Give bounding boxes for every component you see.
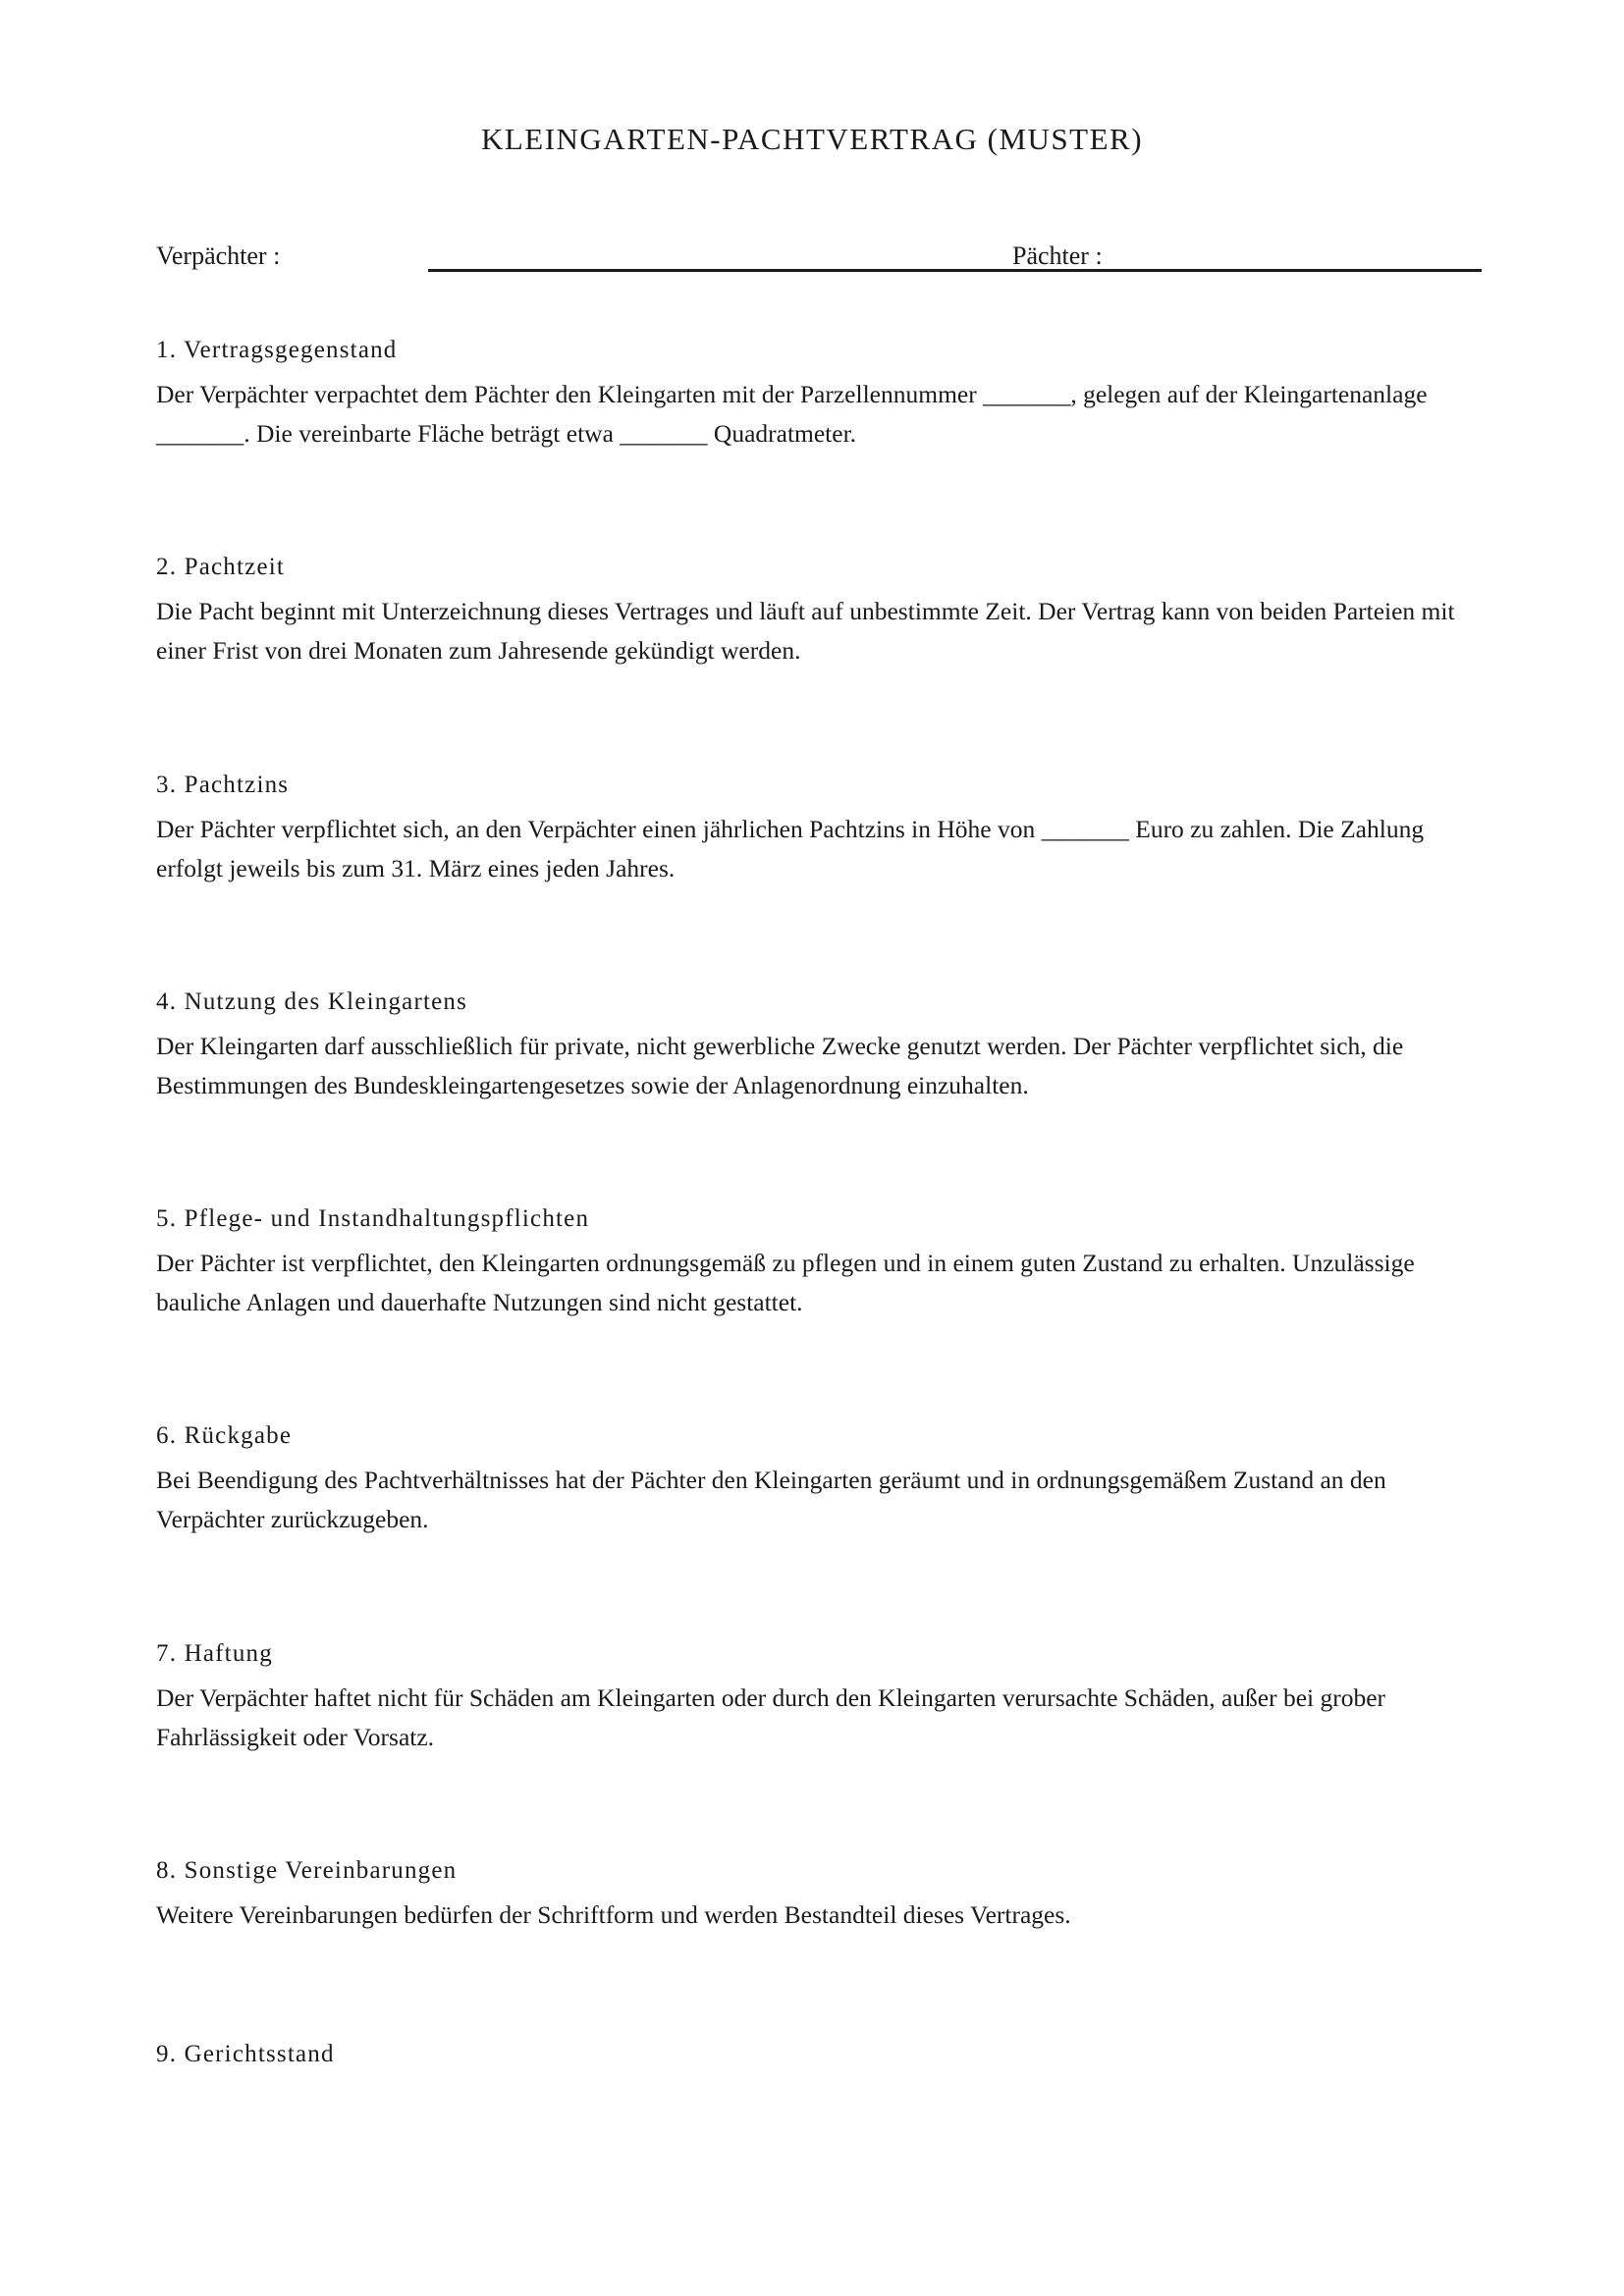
section-heading: 2. Pachtzeit (156, 554, 286, 580)
section-heading: 8. Sonstige Vereinbarungen (156, 1857, 458, 1884)
section-gerichtsstand (156, 2038, 1472, 2079)
lessor-label: Verpächter : (156, 241, 281, 270)
section-body: Der Verpächter verpachtet dem Pächter den Kleingarten mit der Parzellennummer _______, gelegen auf der Kleingartenanlage _______. Die vereinbarte Fläche beträgt etwa _______ Quadratmeter. (156, 380, 1428, 448)
section-body: Der Verpächter haftet nicht für Schäden am Kleingarten oder durch den Kleingarten verursachte Schäden, außer bei grober Fahrlässigkeit oder Vorsatz. (156, 1683, 1386, 1751)
section-haftung (156, 1637, 1472, 1757)
party-signature-line (428, 269, 1482, 272)
section-heading: 9. Gerichtsstand (156, 2041, 335, 2067)
lessee-label: Pächter : (1012, 241, 1103, 270)
section-body: Die Pacht beginnt mit Unterzeichnung dieses Vertrages und läuft auf unbestimmte Zeit. Der Vertrag kann von beiden Parteien mit einer Frist von drei Monaten zum Jahresende gekündigt werden. (156, 597, 1455, 665)
section-heading: 6. Rückgabe (156, 1422, 293, 1449)
section-heading: 5. Pflege- und Instandhaltungspflichten (156, 1205, 590, 1232)
section-rueckgabe (156, 1419, 1472, 1539)
section-body: Der Pächter verpflichtet sich, an den Verpächter einen jährlichen Pachtzins in Höhe von _______ Euro zu zahlen. Die Zahlung erfolgt jeweils bis zum 31. März eines jeden Jahres. (156, 815, 1425, 882)
section-heading: 3. Pachtzins (156, 772, 290, 798)
section-heading: 1. Vertragsgegenstand (156, 337, 398, 363)
section-vertragsgegenstand (156, 334, 1472, 454)
section-body: Bei Beendigung des Pachtverhältnisses hat der Pächter den Kleingarten geräumt und in ordnungsgemäßem Zustand an den Verpächter zurückzugeben. (156, 1466, 1386, 1533)
section-pachtzins (156, 769, 1472, 888)
section-sonstige-vereinbarungen (156, 1854, 1472, 1935)
section-heading: 7. Haftung (156, 1640, 273, 1667)
section-body: Weitere Vereinbarungen bedürfen der Schriftform und werden Bestandteil dieses Vertrages. (156, 1900, 1071, 1929)
section-nutzung (156, 986, 1472, 1105)
document-title: KLEINGARTEN-PACHTVERTRAG (MUSTER) (480, 122, 1144, 156)
section-body: Der Kleingarten darf ausschließlich für private, nicht gewerbliche Zwecke genutzt werden. Der Pächter verpflichtet sich, die Bestimmungen des Bundeskleingartengesetzes sowie der Anlagenordnung einzuhalten. (156, 1032, 1404, 1099)
section-heading: 4. Nutzung des Kleingartens (156, 988, 468, 1015)
section-pflege (156, 1202, 1472, 1322)
section-body: Der Pächter ist verpflichtet, den Kleingarten ordnungsgemäß zu pflegen und in einem guten Zustand zu erhalten. Unzulässige bauliche Anlagen und dauerhafte Nutzungen sind nicht gestattet. (156, 1249, 1415, 1316)
section-pachtzeit (156, 551, 1472, 670)
